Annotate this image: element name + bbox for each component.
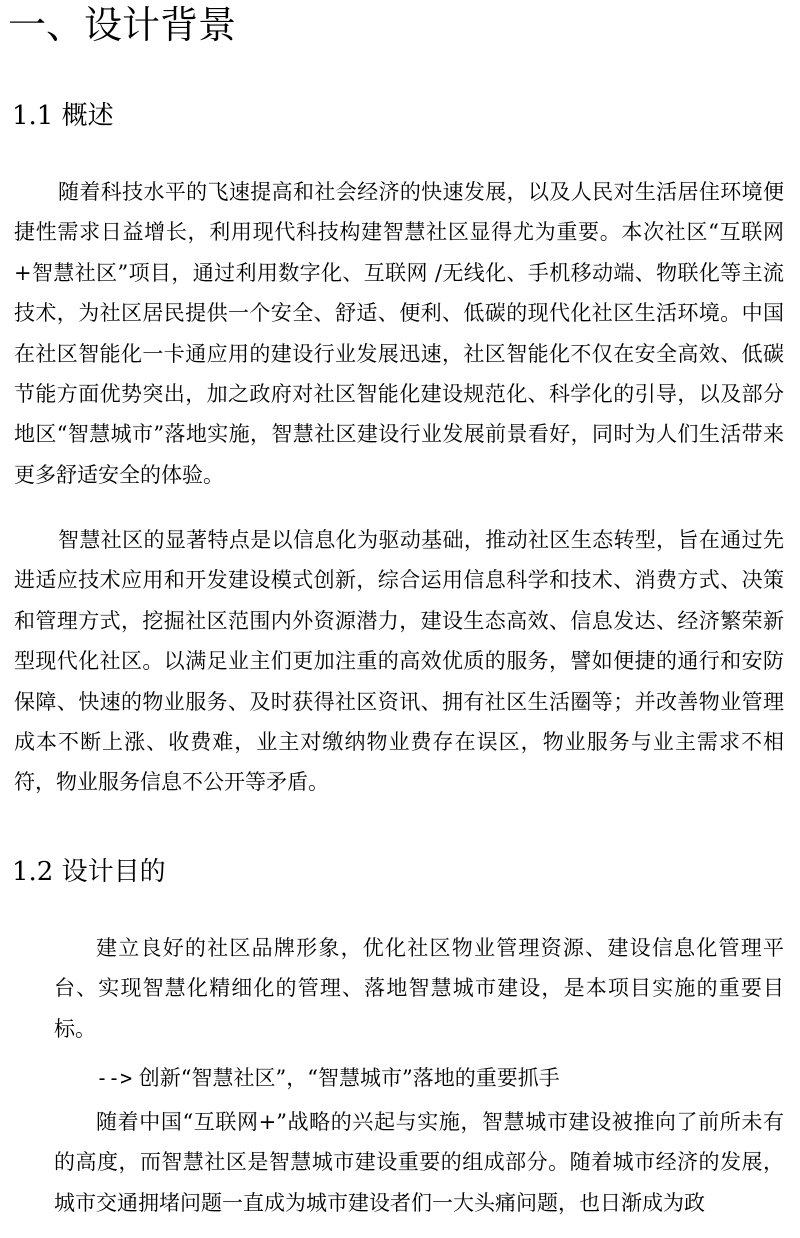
highlight-text: 创新“智慧社区”，“智慧城市”落地的重要抓手 — [132, 1066, 560, 1090]
highlight-line — [96, 1062, 560, 1094]
arrow-right-icon: --> — [96, 1066, 133, 1090]
design-purpose-paragraph-1: 建立良好的社区品牌形象，优化社区物业管理资源、建设信息化管理平台、实现智慧化精细化的管理、落地智慧城市建设，是本项目实施的重要目标。 — [54, 936, 784, 1041]
overview-paragraph-2: 智慧社区的显著特点是以信息化为驱动基础，推动社区生态转型，旨在通过先进适应技术应用和开发建设模式创新，综合运用信息科学和技术、消费方式、决策和管理方式，挖掘社区范围内外资源潜力，建设生态高效、信息发达、经济繁荣新型现代化社区。以满足业主们更加注重的高效优质的服务，譬如便捷的通行和安防保障、快速的物业服务、及时获得社区资讯、拥有社区生活圈等；并改善物业管理成本不断上涨、收费难，业主对缴纳物业费存在误区，物业服务与业主需求不相符，物业服务信息不公开等矛盾。 — [14, 528, 784, 795]
section-title-overview: 1.1 概述 — [12, 101, 114, 131]
chapter-heading: 一、设计背景 — [8, 3, 237, 47]
section-title-design-purpose: 1.2 设计目的 — [12, 857, 166, 887]
design-purpose-paragraph-2: 随着中国“互联网+”战略的兴起与实施，智慧城市建设被推向了前所未有的高度，而智慧社区是智慧城市建设重要的组成部分。随着城市经济的发展，城市交通拥堵问题一直成为城市建设者们一大头痛问题，也日渐成为政 — [54, 1110, 784, 1215]
overview-paragraph-1: 随着科技水平的飞速提高和社会经济的快速发展，以及人民对生活居住环境便捷性需求日益增长，利用现代科技构建智慧社区显得尤为重要。本次社区“互联网+智慧社区”项目，通过利用数字化、互联网 /无线化、手机移动端、物联化等主流技术，为社区居民提供一个安全、舒适、便利、低碳的现代化社区生活环境。中国在社区智能化一卡通应用的建设行业发展迅速，社区智能化不仅在安全高效、低碳节能方面优势突出，加之政府对社区智能化建设规范化、科学化的引导，以及部分地区“智慧城市”落地实施，智慧社区建设行业发展前景看好，同时为人们生活带来更多舒适安全的体验。 — [14, 180, 784, 487]
